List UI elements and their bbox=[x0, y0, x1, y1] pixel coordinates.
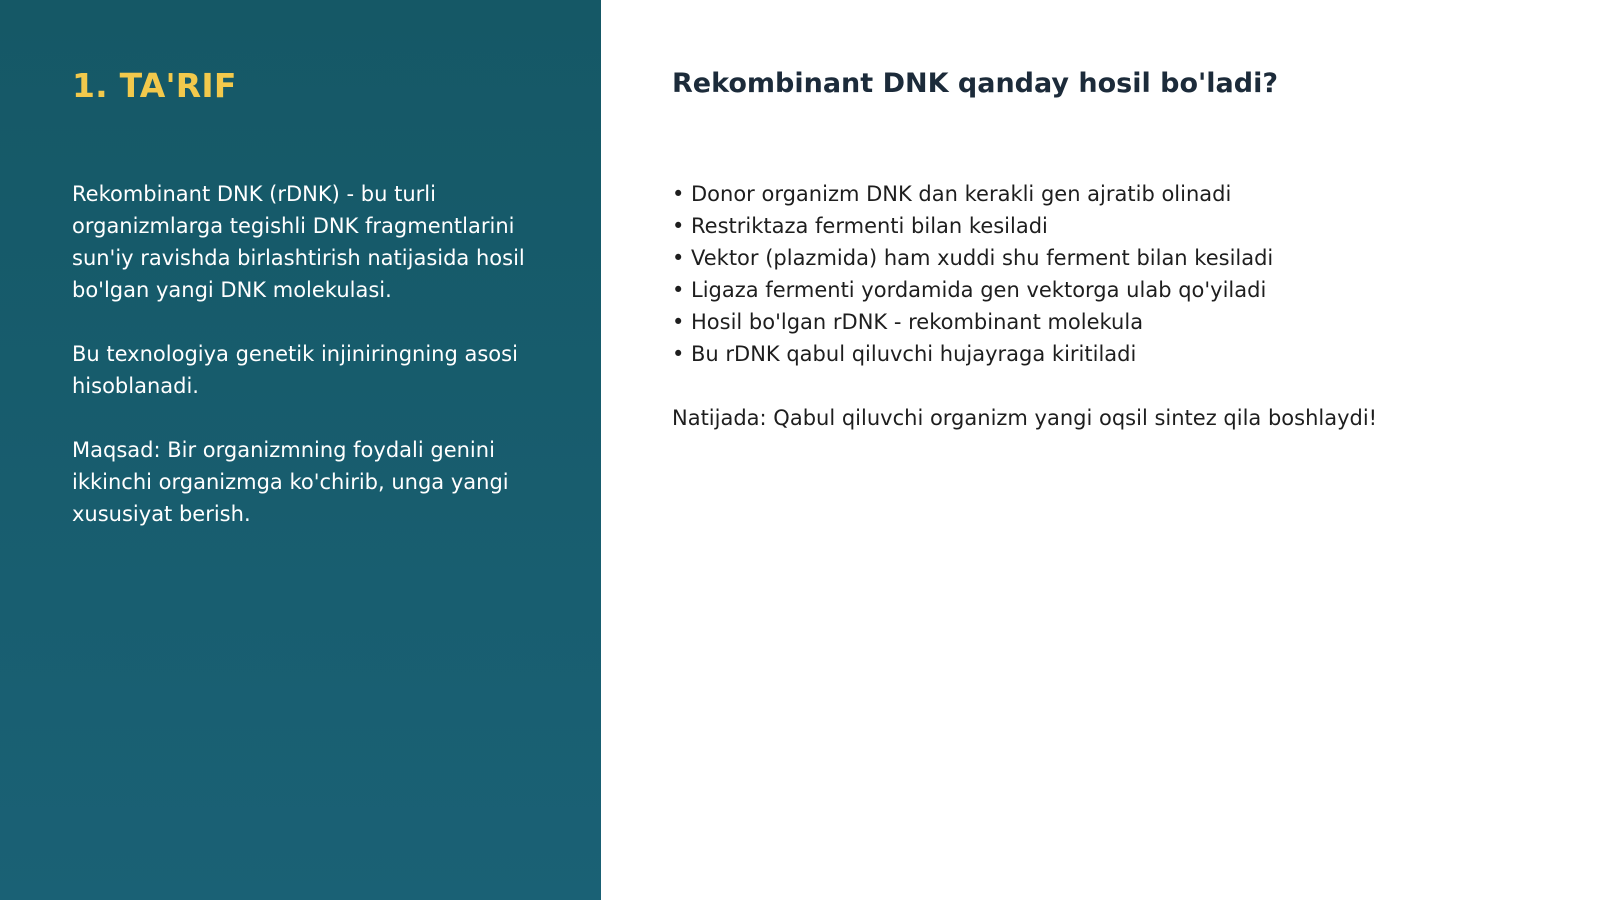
list-item bbox=[672, 210, 1560, 242]
process-panel bbox=[601, 0, 1600, 900]
process-steps-list bbox=[672, 178, 1560, 370]
technology-paragraph: Bu texnologiya genetik injiniringning asosi hisoblanadi. bbox=[72, 341, 518, 398]
step-text: Hosil bo'lgan rDNK - rekombinant molekula bbox=[691, 310, 1144, 335]
definition-panel bbox=[0, 0, 601, 900]
list-item bbox=[672, 242, 1560, 274]
bullet-icon: • bbox=[672, 182, 685, 207]
bullet-icon: • bbox=[672, 342, 685, 367]
list-item bbox=[672, 306, 1560, 338]
result-text: Natijada: Qabul qiluvchi organizm yangi oqsil sintez qila boshlaydi! bbox=[672, 406, 1378, 431]
list-item bbox=[672, 338, 1560, 370]
definition-body bbox=[72, 178, 541, 530]
section-title: 1. TA'RIF bbox=[72, 66, 237, 105]
step-text: Bu rDNK qabul qiluvchi hujayraga kiritiladi bbox=[691, 342, 1137, 367]
step-text: Restriktaza fermenti bilan kesiladi bbox=[691, 214, 1048, 239]
bullet-icon: • bbox=[672, 278, 685, 303]
bullet-icon: • bbox=[672, 214, 685, 239]
step-text: Ligaza fermenti yordamida gen vektorga ulab qo'yiladi bbox=[691, 278, 1267, 303]
list-item bbox=[672, 274, 1560, 306]
goal-paragraph: Maqsad: Bir organizmning foydali genini ikkinchi organizmga ko'chirib, unga yangi xususiyat berish. bbox=[72, 437, 509, 526]
definition-paragraph: Rekombinant DNK (rDNK) - bu turli organizmlarga tegishli DNK fragmentlarini sun'iy ravishda birlashtirish natijasida hosil bo'lgan yangi DNK molekulasi. bbox=[72, 181, 525, 302]
process-title: Rekombinant DNK qanday hosil bo'ladi? bbox=[672, 68, 1278, 99]
step-text: Vektor (plazmida) ham xuddi shu ferment bilan kesiladi bbox=[691, 246, 1274, 271]
list-item bbox=[672, 178, 1560, 210]
bullet-icon: • bbox=[672, 246, 685, 271]
bullet-icon: • bbox=[672, 310, 685, 335]
step-text: Donor organizm DNK dan kerakli gen ajratib olinadi bbox=[691, 182, 1232, 207]
